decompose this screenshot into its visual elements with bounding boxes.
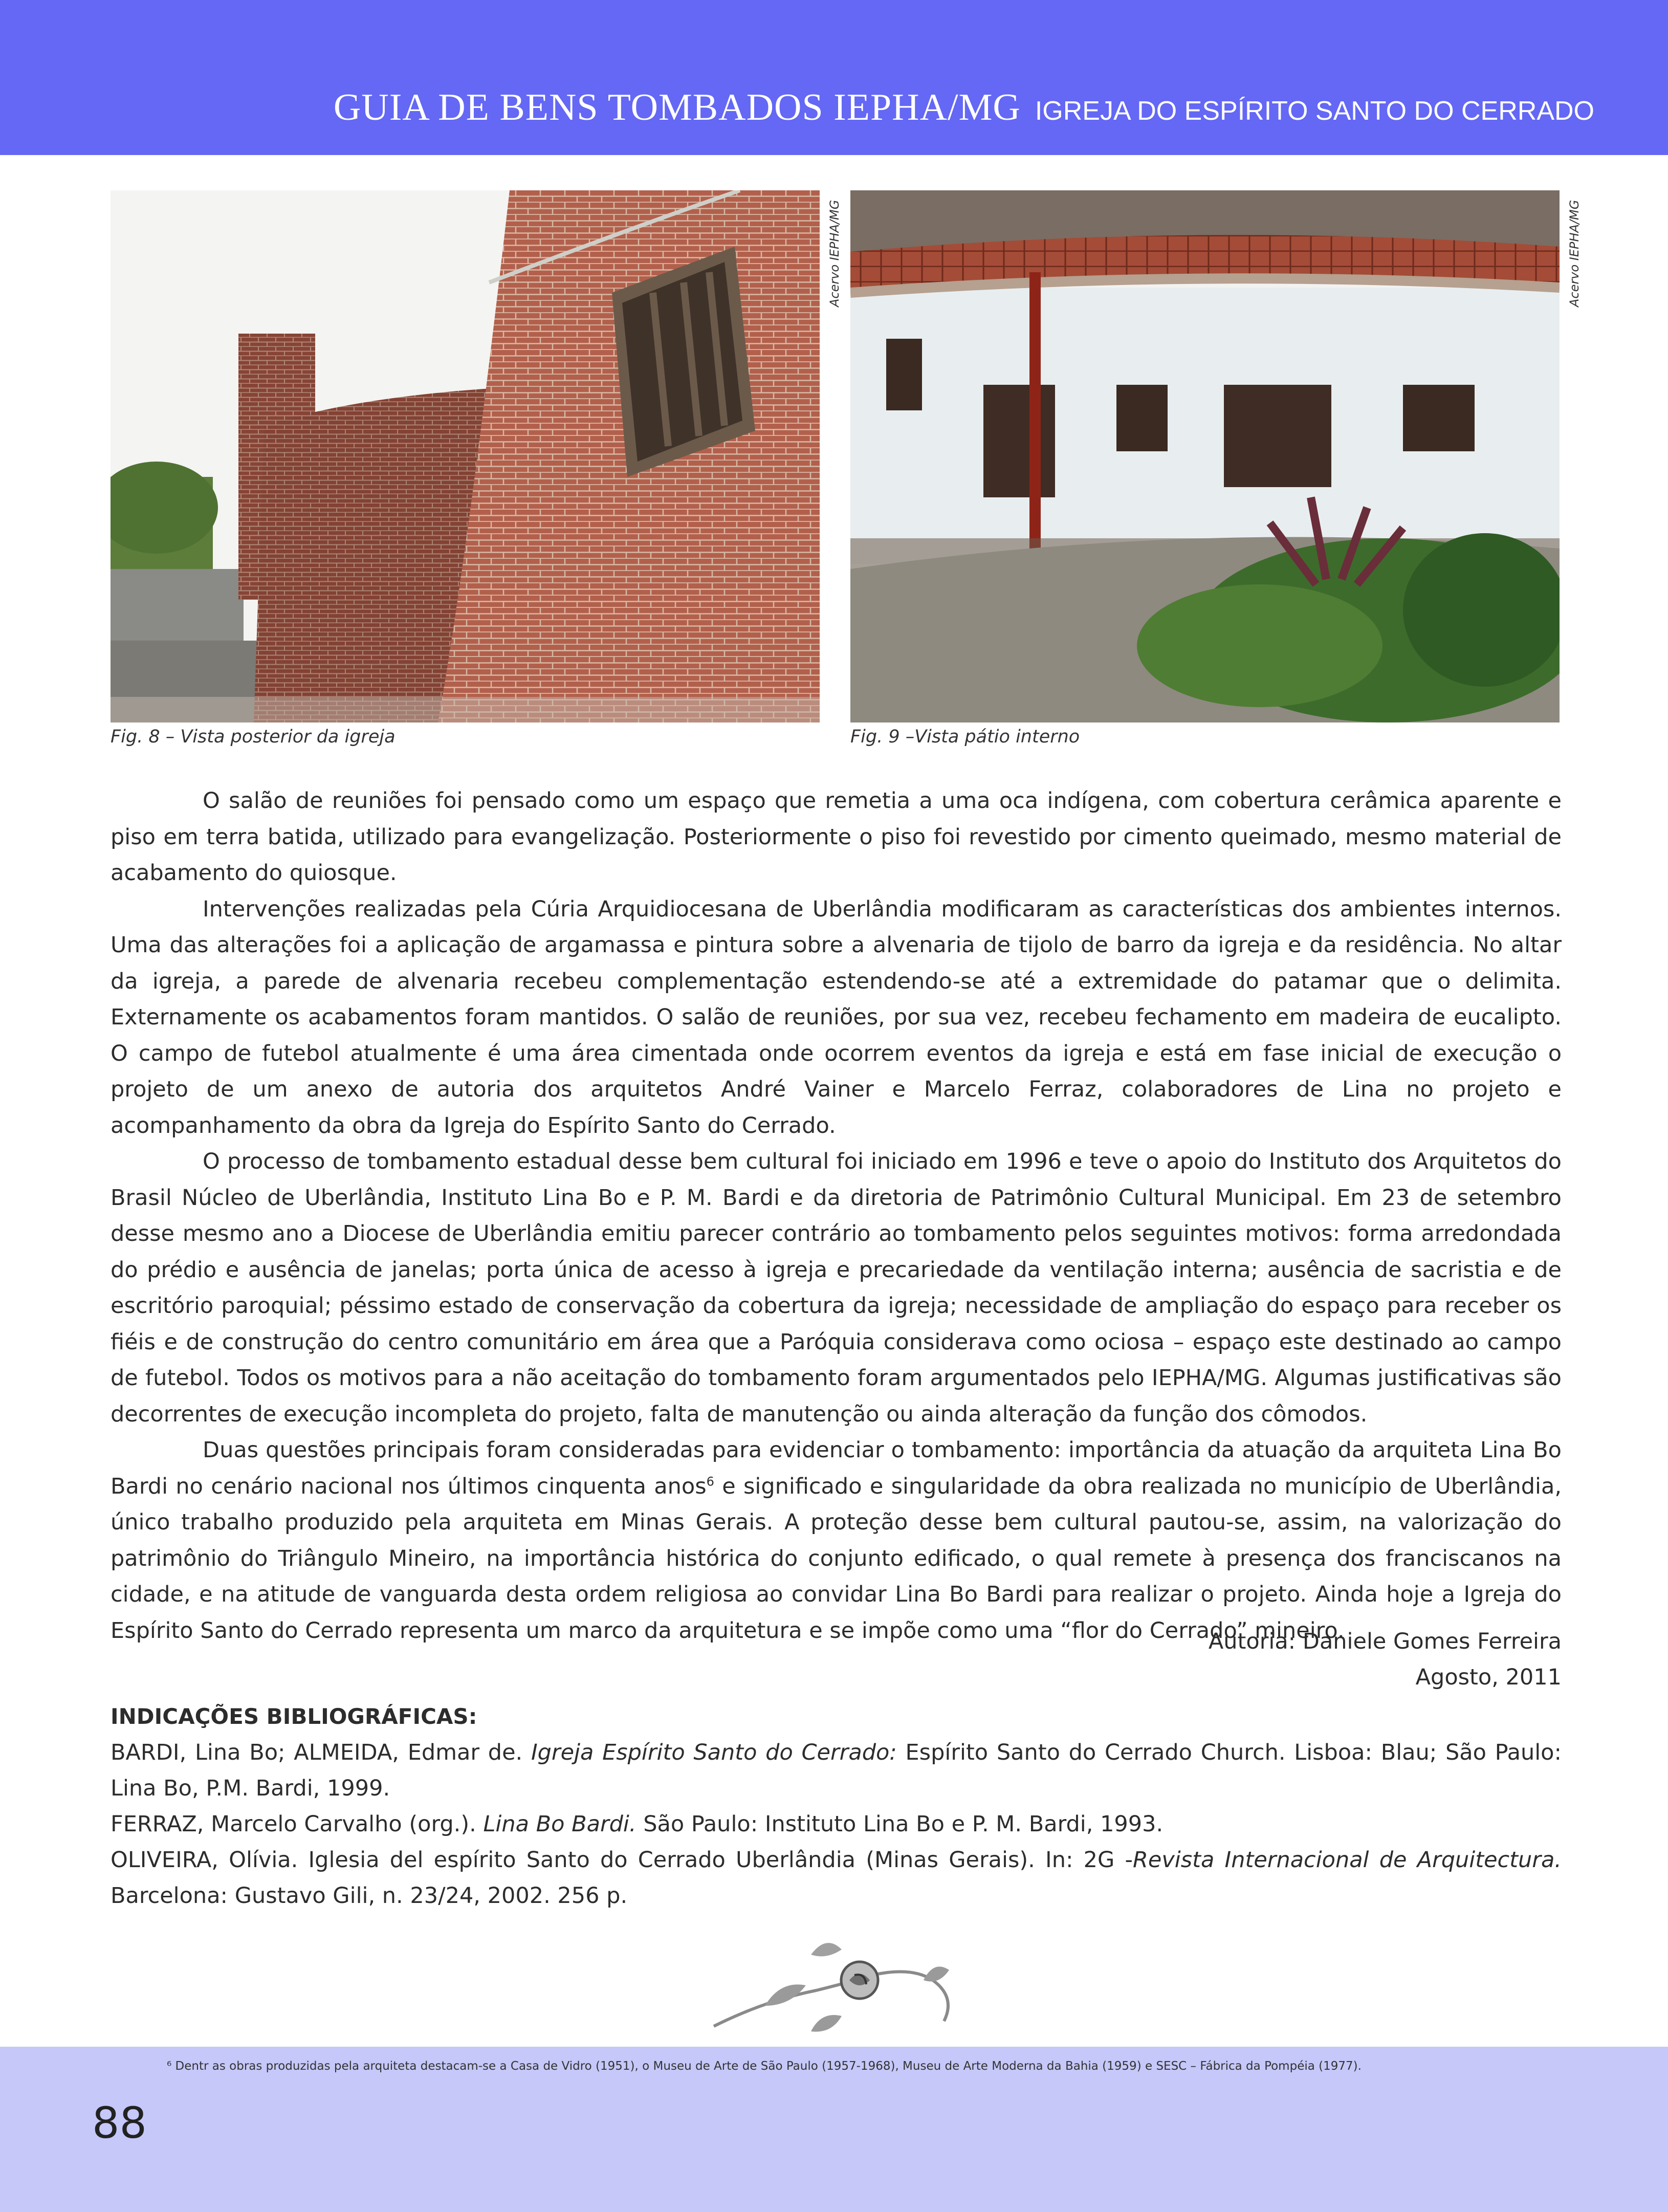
rose-ornament-icon [704, 1924, 970, 2044]
header-band [0, 0, 1668, 155]
entry-title: Revista Internacional de Arquitectura. [1133, 1847, 1562, 1873]
bibliography-entry [111, 1806, 1562, 1842]
entry-text: FERRAZ, Marcelo Carvalho (org.). [111, 1811, 484, 1837]
page-number: 88 [92, 2098, 147, 2148]
date-line: Agosto, 2011 [1415, 1665, 1562, 1690]
paragraph-4-part-2: e significado e singularidade da obra realizada no município de Uberlândia, único trabalho produzido pela arquiteta em Minas Gerais. A proteção desse bem cultural pautou-se, assim, na valorização do patrimônio do Triângulo Mineiro, na importância histórica do conjunto edificado, o qual remete à presença dos franciscanos na cidade, e na atitude de vanguarda desta ordem religiosa ao convidar Lina Bo Bardi para realizar o projeto. Ainda hoje a Igreja do Espírito Santo do Cerrado representa um marco da arquitetura e se impõe como uma “flor do Cerrado” mineiro. [111, 1473, 1562, 1644]
figure-8-caption: Fig. 8 – Vista posterior da igreja [111, 727, 396, 747]
paragraph-4 [111, 1432, 1562, 1649]
footnote: ⁶ Dentr as obras produzidas pela arquiteta destacam-se a Casa de Vidro (1951), o Museu de Arte de São Paulo (1957-1968), Museu de Arte Moderna da Bahia (1959) e SESC – Fábrica da Pompéia (1977). [167, 2060, 1362, 2073]
authorship-block [1209, 1624, 1562, 1695]
entry-title: Igreja Espírito Santo do Cerrado: [531, 1740, 897, 1765]
patio-illustration [850, 190, 1560, 722]
church-rear-illustration [111, 190, 820, 722]
figure-9-credit: Acervo IEPHA/MG [1567, 200, 1582, 307]
paragraph-1: O salão de reuniões foi pensado como um espaço que remetia a uma oca indígena, com cobertura cerâmica aparente e piso em terra batida, utilizado para evangelização. Posteriormente o piso foi revestido por cimento queimado, mesmo material de acabamento do quiosque. [111, 788, 1562, 886]
entry-text: São Paulo: Instituto Lina Bo e P. M. Bardi, 1993. [636, 1811, 1164, 1837]
entry-title: Lina Bo Bardi. [483, 1811, 637, 1837]
entry-text: Espírito Santo do Cerrado Church. Lisboa: Blau; São Paulo: Lina Bo, P.M. Bardi, 1999. [111, 1740, 1562, 1801]
article-body [111, 783, 1562, 1649]
figure-8-photo [111, 190, 820, 722]
author-line: Autoria: Daniele Gomes Ferreira [1208, 1629, 1562, 1654]
figure-8-credit: Acervo IEPHA/MG [827, 200, 842, 307]
entry-text: BARDI, Lina Bo; ALMEIDA, Edmar de. [111, 1740, 531, 1765]
running-header [334, 86, 1594, 129]
bibliography [111, 1699, 1562, 1914]
figure-9-caption: Fig. 9 –Vista pátio interno [850, 727, 1080, 747]
paragraph-4-part-1: Duas questões principais foram consideradas para evidenciar o tombamento: importância da atuação da arquiteta Lina Bo Bardi no cenário nacional nos últimos cinquenta anos [111, 1437, 1562, 1499]
guide-title: GUIA DE BENS TOMBADOS IEPHA/MG [333, 86, 1021, 128]
paragraph-3: O processo de tombamento estadual desse bem cultural foi iniciado em 1996 e teve o apoio do Instituto dos Arquitetos do Brasil Núcleo de Uberlândia, Instituto Lina Bo e P. M. Bardi e da diretoria de Patrimônio Cultural Municipal. Em 23 de setembro desse mesmo ano a Diocese de Uberlândia emitiu parecer contrário ao tombamento pelos seguintes motivos: forma arredondada do prédio e ausência de janelas; porta única de acesso à igreja e precariedade da ventilação interna; ausência de sacristia e de escritório paroquial; péssimo estado de conservação da cobertura da igreja; necessidade de ampliação do espaço para receber os fiéis e de construção do centro comunitário em área que a Paróquia considerava como ociosa – espaço este destinado ao campo de futebol. Todos os motivos para a não aceitação do tombamento foram argumentados pelo IEPHA/MG. Algumas justificativas são decorrentes de execução incompleta do projeto, falta de manutenção ou ainda alteração da função dos cômodos. [111, 1149, 1562, 1427]
bibliography-title: INDICAÇÕES BIBLIOGRÁFICAS: [111, 1704, 477, 1729]
bibliography-entry [111, 1842, 1562, 1914]
bibliography-entry [111, 1735, 1562, 1806]
paragraph-2: Intervenções realizadas pela Cúria Arquidiocesana de Uberlândia modificaram as características dos ambientes internos. Uma das alterações foi a aplicação de argamassa e pintura sobre a alvenaria de tijolo de barro da igreja e da residência. No altar da igreja, a parede de alvenaria recebeu complementação estendendo-se até a extremidade do patamar que o delimita. Externamente os acabamentos foram mantidos. O salão de reuniões, por sua vez, recebeu fechamento em madeira de eucalipto. O campo de futebol atualmente é uma área cimentada onde ocorrem eventos da igreja e está em fase inicial de execução o projeto de um anexo de autoria dos arquitetos André Vainer e Marcelo Ferraz, colaboradores de Lina no projeto e acompanhamento da obra da Igreja do Espírito Santo do Cerrado. [111, 896, 1562, 1138]
entry-text: Barcelona: Gustavo Gili, n. 23/24, 2002. 256 p. [111, 1883, 628, 1909]
footnote-reference: 6 [706, 1474, 714, 1489]
entry-text: OLIVEIRA, Olívia. Iglesia del espírito Santo do Cerrado Uberlândia (Minas Gerais). In: 2G - [111, 1847, 1133, 1873]
figure-9-photo [850, 190, 1560, 722]
chapter-title: IGREJA DO ESPÍRITO SANTO DO CERRADO [1035, 96, 1594, 126]
